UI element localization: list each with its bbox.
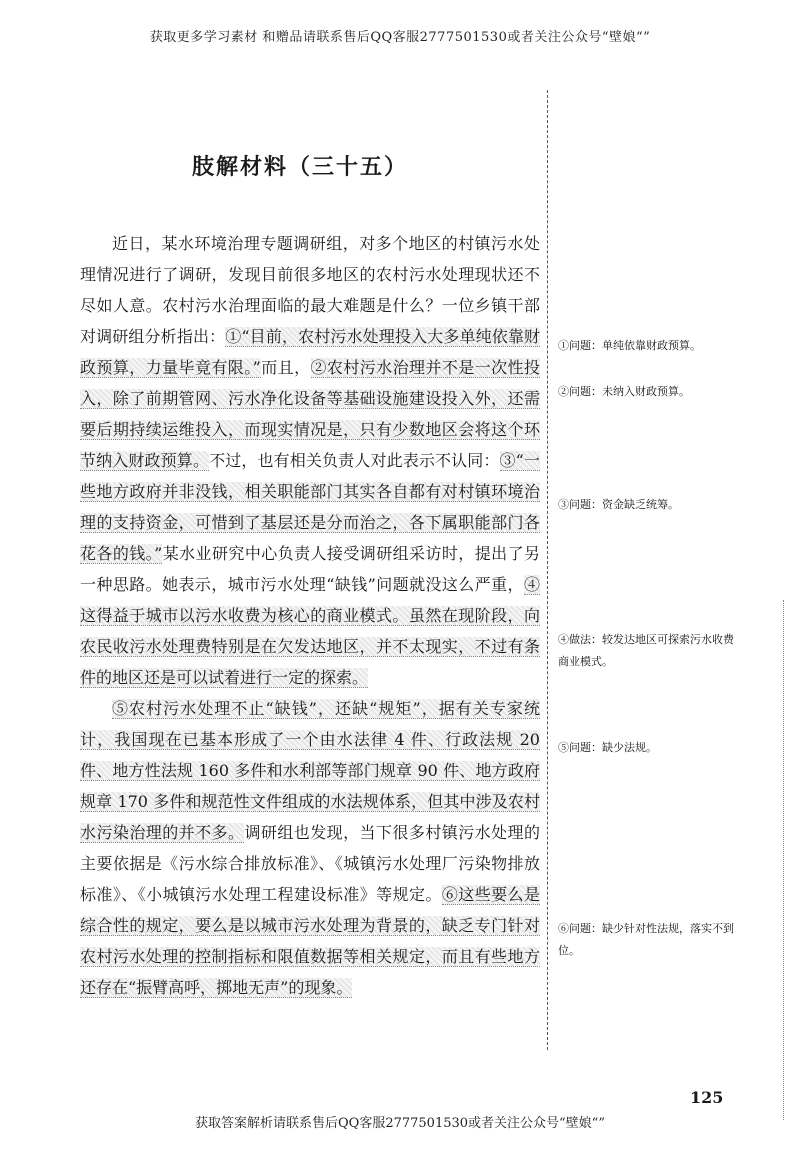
margin-note-2: ②问题：未纳入财政预算。 (558, 385, 690, 398)
text-segment: 近日，某水环境治理专题调研组，对多个地区的村镇污水处理情况进行了调研，发现目前很多地区的农村污水处理现状还不尽如人意。农村污水治理面临的最大难题是什么？一位乡镇干部对调研组分析指出： (80, 234, 540, 346)
page-number: 125 (690, 1088, 724, 1107)
footer-banner: 获取答案解析请联系售后QQ客服2777501530或者关注公众号“壁娘“” (195, 1116, 605, 1131)
text-segment: 某水业研究中心负责人接受调研组采访时，提出了另一种思路。她表示，城市污水处理“缺钱”问题就没这么严重， (80, 544, 540, 594)
page-edge-line (783, 600, 784, 1120)
highlighted-segment-6: ⑥这些要么是综合性的规定，要么是以城市污水处理为背景的，缺乏专门针对农村污水处理的控制指标和限值数据等相关规定，而且有些地方还存在“振臂高呼，掷地无声”的现象。 (80, 885, 540, 997)
margin-note-1: ①问题：单纯依靠财政预算。 (558, 339, 701, 352)
margin-note-5: ⑤问题：缺少法规。 (558, 741, 657, 754)
text-segment: 调研组也发现，当下很多村镇污水处理的主要依据是《污水综合排放标准》、《城镇污水处理厂污染物排放标准》、《小城镇污水处理工程建设标准》等规定。 (80, 823, 540, 904)
text-segment: 而且， (260, 358, 311, 377)
highlighted-segment-4: ④这得益于城市以污水收费为核心的商业模式。虽然在现阶段，向农民收污水处理费特别是在欠发达地区，并不太现实，不过有条件的地区还是可以试着进行一定的探索。 (80, 575, 540, 687)
margin-note-3: ③问题：资金缺乏统筹。 (558, 498, 679, 511)
header-banner: 获取更多学习素材 和赠品请联系售后QQ客服2777501530或者关注公众号“壁娘“” (149, 30, 651, 45)
highlighted-segment-5: ⑤农村污水处理不止“缺钱”，还缺“规矩”，据有关专家统计，我国现在已基本形成了一个由水法律 4 件、行政法规 20 件、地方性法规 160 多件和水利部等部门规章 90 件、地方政府规章 170 多件和规范性文件组成的水法规体系，但其中涉及农村水污染治理的并不多。 (80, 699, 540, 842)
highlighted-segment-1: ①“目前，农村污水处理投入大多单纯依靠财政预算，力量毕竟有限。” (80, 327, 540, 377)
paragraph-2 (80, 693, 540, 1003)
margin-note-6: ⑥问题：缺少针对性法规，落实不到位。 (558, 922, 734, 957)
highlighted-segment-3: ③“一些地方政府并非没钱，相关职能部门其实各自都有对村镇环境治理的支持资金，可惜到了基层还是分而治之，各下属职能部门各花各的钱。” (80, 451, 540, 563)
margin-divider (547, 90, 548, 1050)
body-text (80, 228, 540, 1003)
paragraph-1 (80, 228, 540, 693)
text-segment: 不过，也有相关负责人对此表示不认同： (209, 451, 500, 470)
highlighted-segment-2: ②农村污水治理并不是一次性投入，除了前期管网、污水净化设备等基础设施建设投入外，还需要后期持续运维投入，而现实情况是，只有少数地区会将这个环节纳入财政预算。 (80, 358, 540, 470)
margin-note-4: ④做法：较发达地区可探索污水收费商业模式。 (558, 633, 734, 668)
page-title: 肢解材料（三十五） (191, 154, 408, 180)
